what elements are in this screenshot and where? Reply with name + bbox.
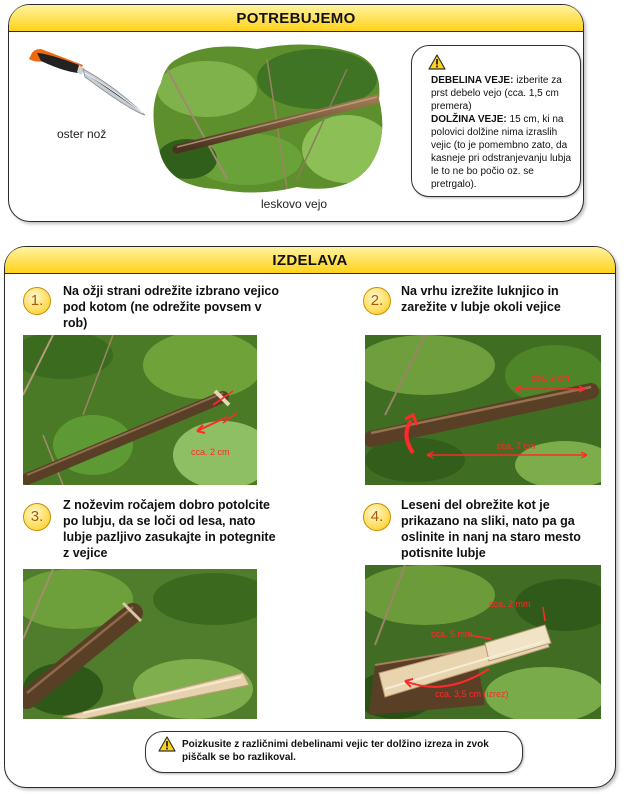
- step-2-text: Na vrhu izrežite luknjico in zarežite v lubje okoli vejice: [401, 284, 561, 314]
- step-3-text: Z noževim ročajem dobro potolcite po lubju, da se loči od lesa, nato lubje pazljivo zasukajte in potegnite z vejice: [63, 498, 276, 560]
- step-4-text: Leseni del obrežite kot je prikazano na sliki, nato pa ga oslinite in nanj na staro mesto potisnite lubje: [401, 498, 581, 560]
- knife-caption: oster nož: [57, 127, 107, 141]
- hazel-branch-image: [147, 39, 389, 197]
- requirements-warning-text: [431, 74, 573, 191]
- footer-warning-box: [145, 731, 523, 773]
- length-label: DOLŽINA VEJE:: [431, 114, 507, 125]
- step-1-text: Na ožji strani odrežite izbrano vejico pod kotom (ne odrežite povsem v rob): [63, 284, 280, 330]
- step-4-annotation-cut: cca. 3,5 cm (izrez): [435, 689, 509, 699]
- step-3-photo: [23, 569, 257, 719]
- length-text: 15 cm, ki na polovici dolžine nima izraslih vejic (to je pomembno zato, da kasneje pri odstranjevanju lubja le to ne bo počio oz. se pretrgalo).: [431, 114, 572, 190]
- step-2-annotation-2cm: cca. 2 cm: [531, 373, 570, 383]
- requirements-warning-box: [411, 45, 581, 197]
- step-1-photo: [23, 335, 257, 485]
- requirements-panel: [8, 4, 584, 222]
- step-4-photo: [365, 565, 601, 719]
- thickness-text: izberite za prst debelo vejo (cca. 1,5 cm premera): [431, 75, 562, 112]
- step-2-photo: [365, 335, 601, 485]
- step-3-number: 3.: [23, 503, 51, 531]
- thickness-label: DEBELINA VEJE:: [431, 75, 514, 86]
- step-2-annotation-7cm: cca. 7 cm: [497, 441, 536, 451]
- instructions-panel: [4, 246, 616, 788]
- knife-image: [23, 39, 147, 125]
- branch-caption: leskovo vejo: [261, 197, 328, 211]
- step-1-annotation: cca. 2 cm: [191, 447, 230, 457]
- footer-warning-text: Poizkusite z različnimi debelinami vejic ter dolžino izreza in zvok piščalk se bo razlikoval.: [182, 739, 489, 763]
- step-1-number: 1.: [23, 287, 51, 315]
- step-4-annotation-5mm: cca. 5 mm: [431, 629, 473, 639]
- warning-icon: [158, 736, 176, 752]
- step-2-number: 2.: [363, 287, 391, 315]
- instructions-title: IZDELAVA: [5, 247, 615, 274]
- warning-icon: [428, 54, 446, 70]
- step-4-number: 4.: [363, 503, 391, 531]
- step-4-annotation-2mm: cca. 2 mm: [489, 599, 531, 609]
- requirements-title: POTREBUJEMO: [9, 5, 583, 32]
